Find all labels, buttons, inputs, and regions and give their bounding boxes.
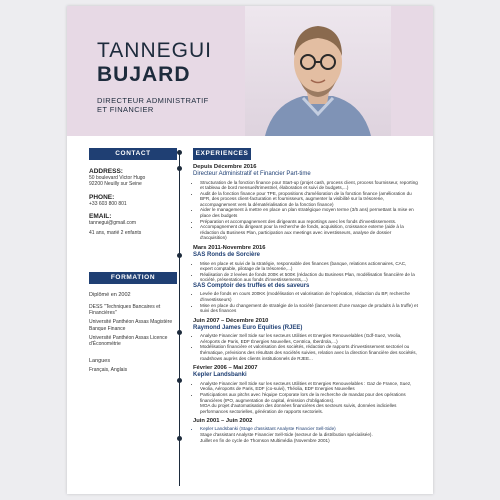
experience-bullet: • Audit de la fonction finance pour TPE, propositions d'amélioration de la fonction finance (amélioration du BFR, des process client-facturation et fournisseurs, augmenter la visibilité sur la trésorerie, accompagnement vers la dématérialisation de la fonction finance): [200, 191, 419, 208]
experience-entry: [193, 245, 419, 314]
experience-bullet: • Participations aux pitchs avec l'équipe Corporate lors de la recherche de mandat pour des opérations financières (IPO, augmentation de capital, émission d'obligations).: [200, 392, 419, 403]
experience-company: Raymond James Euro Equities (RJEE): [193, 324, 303, 331]
address-label: ADDRESS:: [89, 168, 123, 175]
experience-bullet: • Structuration de la fonction finance pour Start-up (projet cash, process client, process fournisseur, reporting et tableau de bord mensuel/trimestriel, élaboration et suivi de budgets,...): [200, 180, 419, 191]
school-2: Université Panthéon Assas Licence d'Économétrie: [89, 334, 168, 348]
experiences-heading: EXPERIENCES: [193, 148, 251, 160]
experience-company: Kepler Landsbanki: [193, 372, 247, 379]
experience-date: Juin 2001 – Juin 2002: [193, 418, 253, 425]
email-label: EMAIL:: [89, 212, 112, 220]
experience-bullet: • Préparation et accompagnement des dirigeants aux reportings avec les fonds d'investissements.: [200, 219, 419, 225]
phone-value: +33 603 800 801: [89, 200, 127, 207]
portrait-photo-icon: [245, 6, 391, 136]
school-1: Université Panthéon Assas Magistère Banque Finance: [89, 319, 173, 332]
experience-line: Juillet en fin de cycle de Thomson Multimédia (Novembre 2001): [200, 437, 330, 443]
experience-entry: [193, 318, 419, 361]
experience-bullet: • Levée de fonds en cours 200KK (modélisation et valorisation de l'opération, rédaction du BP, recherche d'investisseurs): [200, 291, 419, 302]
experience-bullet: • Kepler Landsbanki (Stage d'assistant Analyste Financier Sell-Side): [200, 426, 419, 432]
experience-bullet: • Aider le management à mettre en place un plan stratégique moyen terme (3/5 ans) permettant la mise en place des budgets: [200, 207, 419, 218]
degree-1: DESS "Techniques Bancaires et Financières": [89, 303, 161, 317]
address-line-1: 50 boulevard Victor Hugo: [89, 175, 146, 181]
experience-date: Juin 2007 – Décembre 2010: [193, 317, 269, 324]
portrait-photo: [245, 6, 391, 136]
experience-entry: [193, 418, 419, 443]
age-family: 41 ans, marié 2 enfants: [89, 230, 142, 237]
header-band: [67, 6, 433, 136]
timeline-dot: [177, 378, 182, 383]
diploma-year: Diplômé en 2002: [89, 292, 131, 299]
experience-company: SAS Comptoir des truffes et des saveurs: [193, 282, 310, 289]
experience-bullet: • Mise en place du changement de stratégie de la société (lancement d'une marque de produits à la truffe) et suivi des finances: [200, 303, 419, 314]
experience-bullet: • Réalisation de 2 levées de fonds 200K et 500K (rédaction du Business Plan, modélisation financière de la société, présentation aux fonds d'investissements,...): [200, 272, 419, 283]
timeline-dot: [177, 436, 182, 441]
timeline-dot: [177, 150, 182, 155]
contact-heading: CONTACT: [89, 148, 177, 160]
last-name: BUJARD: [97, 63, 191, 86]
right-column: [193, 148, 419, 443]
experience-bullet: • Accompagnement du dirigeant pour la recherche de fonds, acquisition, croissance externe (aide à la rédaction du Business Plan, participation aux meetings avec investisseurs, analyse de dossier d'acquisition): [200, 224, 419, 241]
experience-company: SAS Ronds de Sorcière: [193, 252, 261, 259]
phone-label: PHONE:: [89, 193, 115, 201]
experience-line: Stage d'assistant Analyste Financier Sell-Side (secteur de la distribution spécialisée).: [200, 431, 373, 437]
left-column: [89, 148, 177, 373]
address-line-2: 92200 Neuilly sur Seine: [89, 181, 142, 188]
job-title-line-1: DIRECTEUR ADMINISTRATIF: [97, 96, 209, 105]
experience-bullet: • Modélisation financière et valorisation des sociétés, rédaction de rapports d'investissement sectoriel ou thématique, prévisions des résultats des sociétés suivies, relation avec la direction financière des sociétés, roadshows auprès des clients institutionnels de RJEE...: [200, 344, 419, 361]
timeline-dot: [177, 166, 182, 171]
experience-role: Directeur Administratif et Financier Part-time: [193, 171, 311, 177]
resume-page: [67, 6, 433, 494]
experience-date: Mars 2011-Novembre 2016: [193, 245, 266, 252]
timeline-dot: [177, 253, 182, 258]
experience-entry: [193, 164, 419, 241]
experience-date: Février 2006 – Mai 2007: [193, 365, 258, 372]
email-value[interactable]: tannegui@gmail.com: [89, 219, 137, 226]
languages-value: Français, Anglais: [89, 366, 128, 373]
formation-heading: FORMATION: [89, 272, 177, 284]
experience-date: Depuis Décembre 2016: [193, 164, 257, 170]
experience-bullet: • Mise en place et suivi de la stratégie, responsable des finances (banque, relations actionnaires, CAC, expert comptable, pilotage de la trésorerie,...): [200, 261, 419, 272]
experience-bullet: • Analyste Financier Sell Side sur les secteurs Utilities et Energies Renouvelables (Gdf-Suez, Veolia, Aéroports de Paris, EDF Énergies Nouvelles, Centrica, Iberdrola,...): [200, 333, 419, 344]
job-title-line-2: ET FINANCIER: [97, 105, 154, 114]
experience-entry: [193, 365, 419, 414]
first-name: TANNEGUI: [97, 39, 212, 62]
languages-label: Langues: [89, 357, 111, 364]
experience-bullet: • Analyste Financier Sell Side sur les secteurs Utilities et Energies Renouvelables : Gaz de France, Suez, Veolia, Aéroports de Paris, EDF (co-suivi), Théolia, EDF Energies Nouvelles: [200, 381, 419, 392]
experience-note: MOA du projet d'automatisation des données financières des secteurs suivis, données indicielles performances sectorielles, génération de rapports sectoriels.: [200, 403, 397, 414]
timeline-dot: [177, 330, 182, 335]
